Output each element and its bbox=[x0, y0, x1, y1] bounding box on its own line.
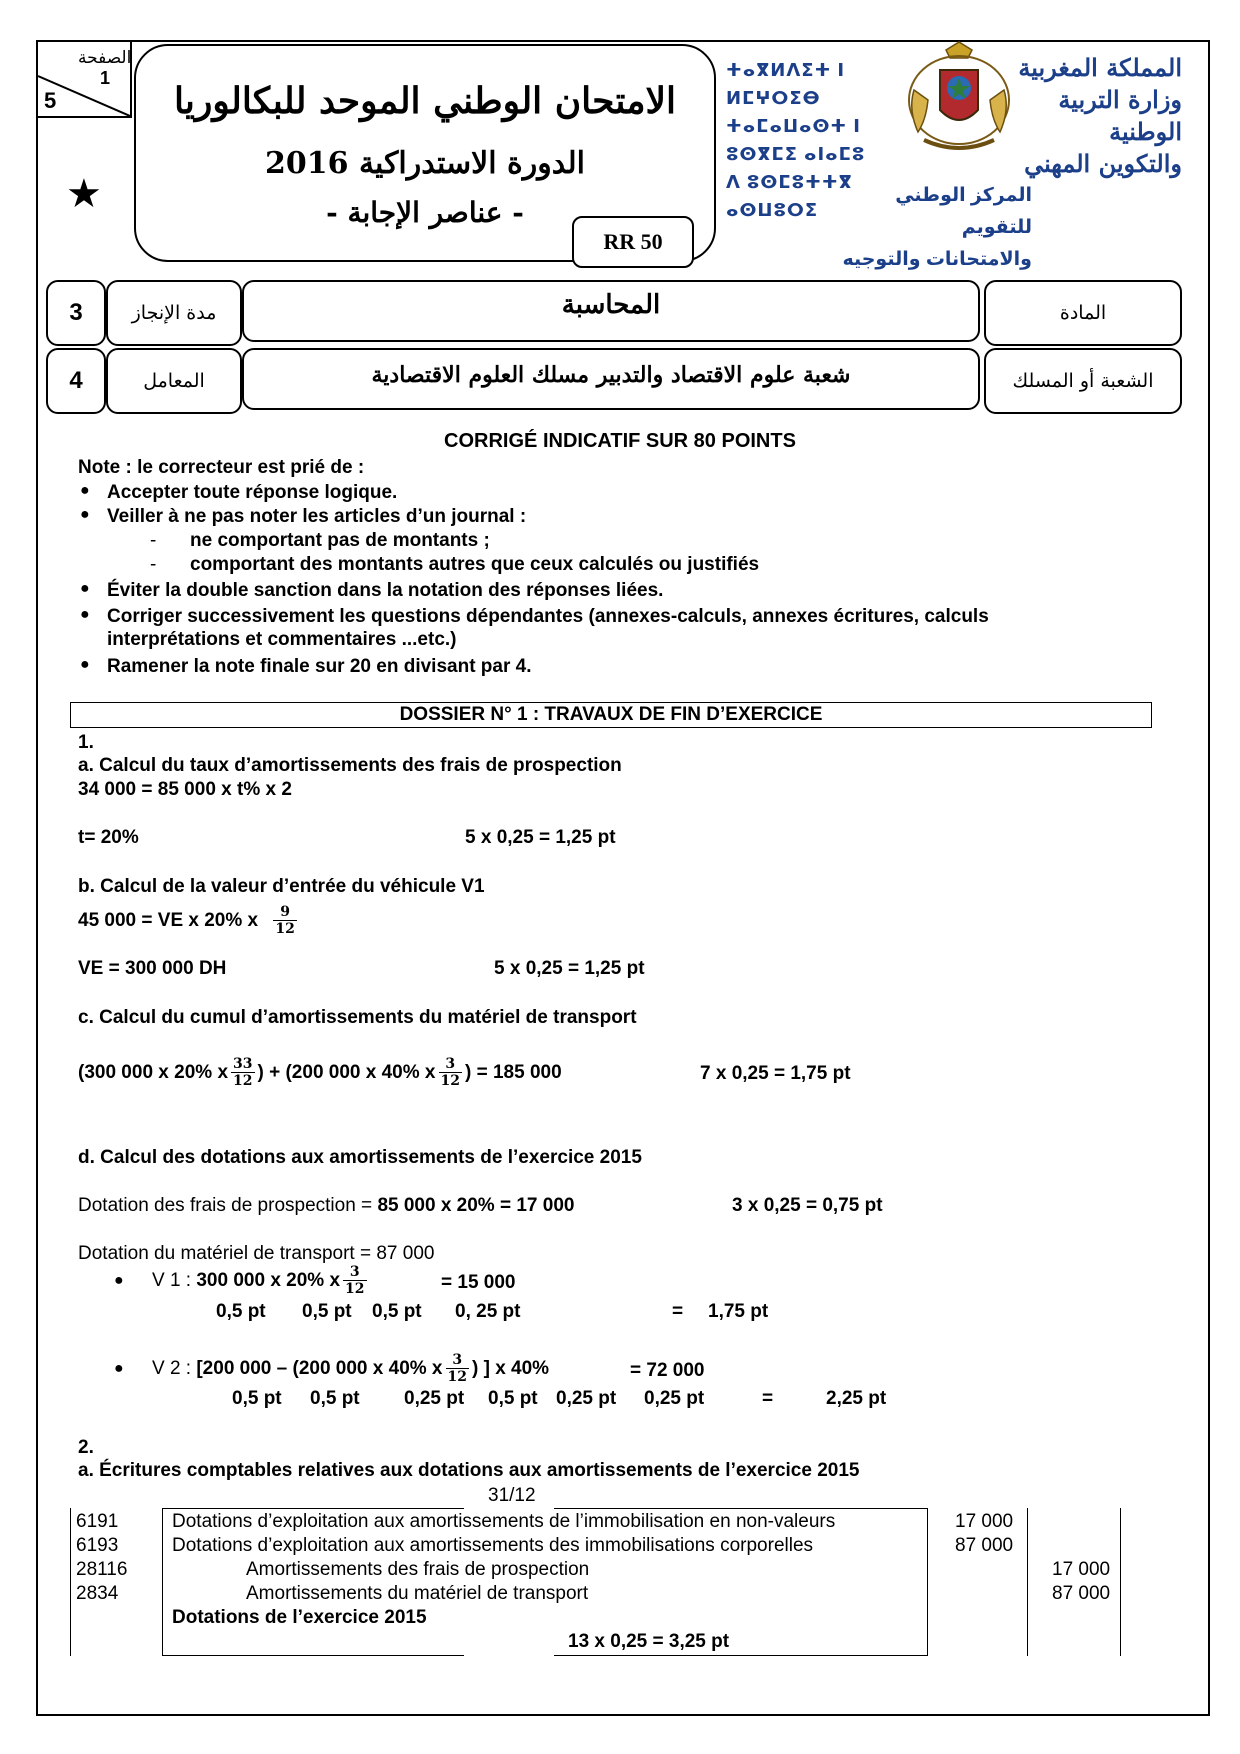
fraction bbox=[446, 1352, 469, 1385]
filiere-label: الشعبة أو المسلك bbox=[984, 348, 1182, 414]
journal-rule bbox=[927, 1508, 928, 1656]
q1a-result: t= 20% bbox=[78, 827, 139, 848]
q1c-part: ) + (200 000 x 40% x bbox=[257, 1062, 436, 1083]
q1d-label: Dotation des frais de prospection = bbox=[78, 1195, 373, 1216]
note-item: Ramener la note finale sur 20 en divisant par 4. bbox=[107, 656, 532, 677]
note-subitem: ne comportant pas de montants ; bbox=[190, 530, 490, 551]
dossier-title: DOSSIER N° 1 : TRAVAUX DE FIN D’EXERCICE bbox=[70, 702, 1152, 728]
q1c-part: (300 000 x 20% x bbox=[78, 1062, 229, 1083]
credit-amount: 17 000 bbox=[1052, 1559, 1111, 1580]
v2-point: 0,25 pt bbox=[644, 1388, 705, 1409]
fraction bbox=[273, 904, 296, 937]
note-item: Accepter toute réponse logique. bbox=[107, 482, 398, 503]
journal-rule bbox=[554, 1655, 927, 1656]
tifinagh-line: ⵜⴰⴳⵍⴷⵉⵜ ⵏ ⵍⵎⵖⵔⵉⴱ bbox=[726, 60, 846, 108]
bullet-icon: ● bbox=[80, 580, 90, 597]
q1b-result: VE = 300 000 DH bbox=[78, 958, 227, 979]
duration-value: 3 bbox=[46, 280, 106, 346]
dash-icon: - bbox=[150, 530, 157, 551]
fraction-denominator: 12 bbox=[440, 1073, 460, 1090]
journal-rule bbox=[162, 1508, 464, 1509]
royal-emblem-icon bbox=[906, 40, 1012, 158]
note-item: Éviter la double sanction dans la notation des réponses liées. bbox=[107, 580, 664, 601]
question-number: 1. bbox=[78, 732, 94, 753]
bullet-icon: ● bbox=[80, 656, 90, 673]
star-icon: ★ bbox=[66, 172, 102, 216]
fraction-numerator: 3 bbox=[439, 1056, 462, 1073]
ministry-line: وزارة التربية الوطنية bbox=[1058, 85, 1182, 146]
v1-point: 0,5 pt bbox=[372, 1301, 422, 1322]
q1c-part: ) = 185 000 bbox=[464, 1062, 562, 1083]
v1-point: 0, 25 pt bbox=[455, 1301, 521, 1322]
bullet-icon: ● bbox=[114, 1272, 124, 1289]
tifinagh-line: ⵜⴰⵎⴰⵡⴰⵙⵜ ⵏ ⵓⵙⴳⵎⵉ ⴰⵏⴰⵎⵓ bbox=[726, 116, 866, 164]
v2-point: 0,25 pt bbox=[556, 1388, 617, 1409]
note-item: Corriger successivement les questions dépendantes (annexes-calculs, annexes écritures, calculs bbox=[107, 606, 989, 627]
fraction-numerator: 9 bbox=[273, 904, 296, 921]
fraction-denominator: 12 bbox=[275, 921, 295, 938]
entry-label: Amortissements du matériel de transport bbox=[246, 1583, 589, 1604]
v1-equation bbox=[152, 1260, 370, 1302]
bullet-icon: ● bbox=[80, 606, 90, 623]
q1d-value: 85 000 x 20% = 17 000 bbox=[377, 1195, 575, 1216]
center-line: المركز الوطني للتقويم bbox=[895, 185, 1032, 238]
exam-title: الامتحان الوطني الموحد للبكالوريا bbox=[173, 80, 677, 122]
corrige-heading: CORRIGÉ INDICATIF SUR 80 POINTS bbox=[444, 430, 796, 452]
question-2a-title: a. Écritures comptables relatives aux dotations aux amortissements de l’exercice 2015 bbox=[78, 1460, 860, 1481]
page-number-box bbox=[36, 40, 132, 118]
exam-subtitle: - عناصر الإجابة - bbox=[326, 196, 524, 229]
v2-equals: = bbox=[762, 1388, 774, 1409]
tifinagh-line: ⴷ ⵓⵙⵎⵓⵜⵜⴳ ⴰⵙⵡⵓⵔⵉ bbox=[726, 172, 853, 220]
q1c-equation bbox=[78, 1052, 562, 1094]
account-number: 6191 bbox=[76, 1511, 119, 1532]
debit-amount: 87 000 bbox=[955, 1535, 1014, 1556]
fraction bbox=[343, 1264, 366, 1297]
note-intro: Note : le correcteur est prié de : bbox=[78, 457, 365, 478]
q1d-line-prospection bbox=[78, 1194, 574, 1217]
question-1d-title: d. Calcul des dotations aux amortissements de l’exercice 2015 bbox=[78, 1147, 642, 1168]
journal-rule bbox=[554, 1508, 927, 1509]
entry-label: Dotations d’exploitation aux amortissements de l’immobilisation en non-valeurs bbox=[172, 1511, 836, 1532]
evaluation-center-name bbox=[820, 180, 1032, 276]
debit-amount: 17 000 bbox=[955, 1511, 1014, 1532]
v2-total: 2,25 pt bbox=[826, 1388, 887, 1409]
q1b-equation bbox=[78, 900, 300, 942]
v1-point: 0,5 pt bbox=[216, 1301, 266, 1322]
ministry-line: والتكوين المهني bbox=[1024, 149, 1182, 178]
bullet-icon: ● bbox=[114, 1360, 124, 1377]
v2-point: 0,5 pt bbox=[310, 1388, 360, 1409]
coefficient-label: المعامل bbox=[106, 348, 242, 414]
q1d-line-transport: Dotation du matériel de transport = 87 000 bbox=[78, 1243, 435, 1264]
v2-point: 0,5 pt bbox=[488, 1388, 538, 1409]
journal-rule bbox=[162, 1508, 163, 1656]
fraction-numerator: 3 bbox=[446, 1352, 469, 1369]
journal-rule bbox=[1027, 1508, 1028, 1656]
account-number: 28116 bbox=[76, 1559, 128, 1580]
coefficient-value: 4 bbox=[46, 348, 106, 414]
note-subitem: comportant des montants autres que ceux calculés ou justifiés bbox=[190, 554, 760, 575]
v1-total: 1,75 pt bbox=[708, 1301, 769, 1322]
v2-equation bbox=[152, 1348, 549, 1390]
v1-equals: = bbox=[672, 1301, 684, 1322]
journal-rule bbox=[70, 1508, 71, 1656]
dash-icon: - bbox=[150, 554, 157, 575]
exam-session: الدورة الاستدراكية 2016 bbox=[265, 146, 585, 181]
v1-result: = 15 000 bbox=[441, 1272, 516, 1293]
question-1b-title: b. Calcul de la valeur d’entrée du véhicule V1 bbox=[78, 876, 485, 897]
question-1c-title: c. Calcul du cumul d’amortissements du matériel de transport bbox=[78, 1007, 637, 1028]
question-1a-title: a. Calcul du taux d’amortissements des frais de prospection bbox=[78, 755, 622, 776]
bullet-icon: ● bbox=[80, 482, 90, 499]
v2-point: 0,25 pt bbox=[404, 1388, 465, 1409]
q1a-points: 5 x 0,25 = 1,25 pt bbox=[465, 827, 616, 848]
bullet-icon: ● bbox=[80, 506, 90, 523]
account-number: 6193 bbox=[76, 1535, 119, 1556]
fraction-denominator: 12 bbox=[233, 1073, 253, 1090]
note-item: Veiller à ne pas noter les articles d’un journal : bbox=[107, 506, 527, 527]
v2-expression: [200 000 – (200 000 x 40% x bbox=[196, 1358, 443, 1379]
fraction-numerator: 3 bbox=[343, 1264, 366, 1281]
fraction-denominator: 12 bbox=[447, 1369, 467, 1386]
q1c-points: 7 x 0,25 = 1,75 pt bbox=[700, 1063, 851, 1084]
credit-amount: 87 000 bbox=[1052, 1583, 1111, 1604]
entry-label: Amortissements des frais de prospection bbox=[246, 1559, 590, 1580]
account-number: 2834 bbox=[76, 1583, 119, 1604]
question-number: 2. bbox=[78, 1437, 94, 1458]
page-number: 1 bbox=[100, 68, 111, 88]
fraction-numerator: 33 bbox=[233, 1056, 253, 1073]
journal-rule bbox=[1120, 1508, 1121, 1656]
subject-label: المادة bbox=[984, 280, 1182, 346]
center-line: والامتحانات والتوجيه bbox=[842, 249, 1032, 270]
fraction-denominator: 12 bbox=[345, 1281, 365, 1298]
journal-points: 13 x 0,25 = 3,25 pt bbox=[568, 1631, 730, 1652]
v2-label: V 2 : bbox=[152, 1358, 192, 1379]
ministry-name bbox=[1012, 52, 1182, 180]
q1d-points: 3 x 0,25 = 0,75 pt bbox=[732, 1195, 883, 1216]
journal-rule bbox=[162, 1655, 464, 1656]
v1-point: 0,5 pt bbox=[302, 1301, 352, 1322]
entry-label: Dotations d’exploitation aux amortissements des immobilisations corporelles bbox=[172, 1535, 814, 1556]
v2-expression-rest: ) ] x 40% bbox=[471, 1358, 550, 1379]
v2-point: 0,5 pt bbox=[232, 1388, 282, 1409]
q1a-equation: 34 000 = 85 000 x t% x 2 bbox=[78, 779, 292, 800]
subject-name: المحاسبة bbox=[242, 280, 980, 342]
fraction bbox=[439, 1056, 462, 1089]
page-label: الصفحة bbox=[78, 48, 132, 68]
v1-expression: 300 000 x 20% x bbox=[196, 1270, 341, 1291]
journal-date: 31/12 bbox=[488, 1485, 536, 1506]
note-item-continued: interprétations et commentaires ...etc.) bbox=[107, 629, 457, 650]
fraction bbox=[231, 1056, 254, 1089]
duration-label: مدة الإنجاز bbox=[106, 280, 242, 346]
exam-code: RR 50 bbox=[572, 216, 694, 268]
v1-label: V 1 : bbox=[152, 1270, 192, 1291]
entry-description: Dotations de l’exercice 2015 bbox=[172, 1607, 427, 1628]
page-total: 5 bbox=[44, 88, 57, 113]
q1b-equation-text: 45 000 = VE x 20% x bbox=[78, 910, 259, 931]
v2-result: = 72 000 bbox=[630, 1360, 705, 1381]
q1b-points: 5 x 0,25 = 1,25 pt bbox=[494, 958, 645, 979]
filiere-name: شعبة علوم الاقتصاد والتدبير مسلك العلوم الاقتصادية bbox=[242, 348, 980, 410]
kingdom-line: المملكة المغربية bbox=[1018, 53, 1182, 82]
